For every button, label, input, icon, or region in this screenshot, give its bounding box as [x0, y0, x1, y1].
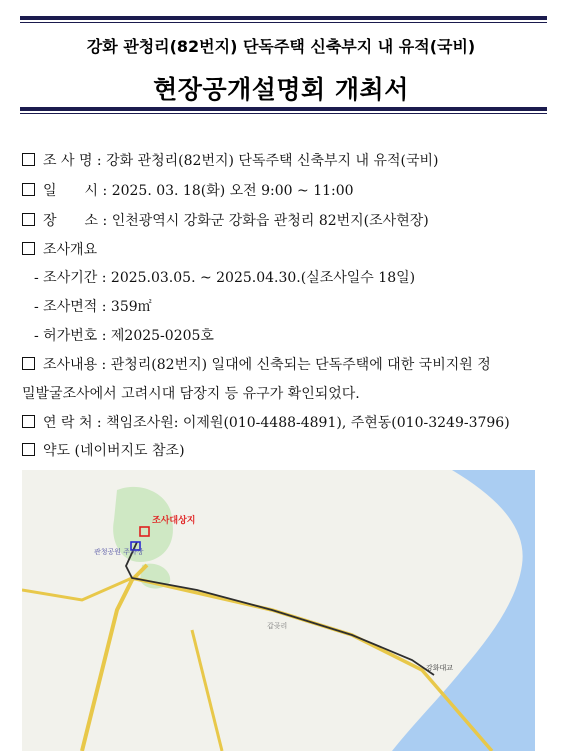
checkbox-icon [22, 153, 35, 166]
checkbox-icon [22, 357, 35, 370]
checkbox-icon [22, 183, 35, 196]
item-datetime: 일 시 : 2025. 03. 18(화) 오전 9:00 ~ 11:00 [22, 182, 354, 200]
document-subtitle: 강화 관청리(82번지) 단독주택 신축부지 내 유적(국비) [86, 37, 476, 56]
location-map [22, 470, 535, 751]
bridge-label: 강화대교 [426, 664, 454, 672]
title-rule-thick [20, 107, 547, 111]
item-contact: 연 락 처 : 책임조사원: 이제원(010-4488-4891), 주현동(010-3249-3796) [22, 414, 510, 432]
overview-period: - 조사기간 : 2025.03.05. ~ 2025.04.30.(실조사일수 18일) [34, 270, 416, 286]
item-survey-name: 조 사 명 : 강화 관청리(82번지) 단독주택 신축부지 내 유적(국비) [22, 152, 439, 170]
site-label: 조사대상지 [152, 516, 196, 526]
checkbox-icon [22, 415, 35, 428]
document-title: 현장공개설명회 개최서 [153, 75, 409, 104]
top-rule-thin [20, 22, 547, 23]
overview-area: - 조사면적 : 359㎡ [34, 299, 152, 315]
item-overview: 조사개요 [22, 241, 97, 259]
title-rule-thin [20, 113, 547, 114]
item-map-heading: 약도 (네이버지도 참조) [22, 442, 185, 460]
map-svg [22, 470, 535, 751]
overview-permit: - 허가번호 : 제2025-0205호 [34, 328, 214, 344]
checkbox-icon [22, 443, 35, 456]
parking-label: 관청공원 주차장 [94, 548, 144, 556]
area-label: 갑곶리 [267, 622, 288, 630]
checkbox-icon [22, 242, 35, 255]
item-content: 조사내용 : 관청리(82번지) 일대에 신축되는 단독주택에 대한 국비지원 정 [22, 356, 491, 374]
item-content-continued: 밀발굴조사에서 고려시대 담장지 등 유구가 확인되었다. [22, 386, 360, 402]
top-rule-thick [20, 16, 547, 20]
checkbox-icon [22, 213, 35, 226]
item-location: 장 소 : 인천광역시 강화군 강화읍 관청리 82번지(조사현장) [22, 212, 429, 230]
